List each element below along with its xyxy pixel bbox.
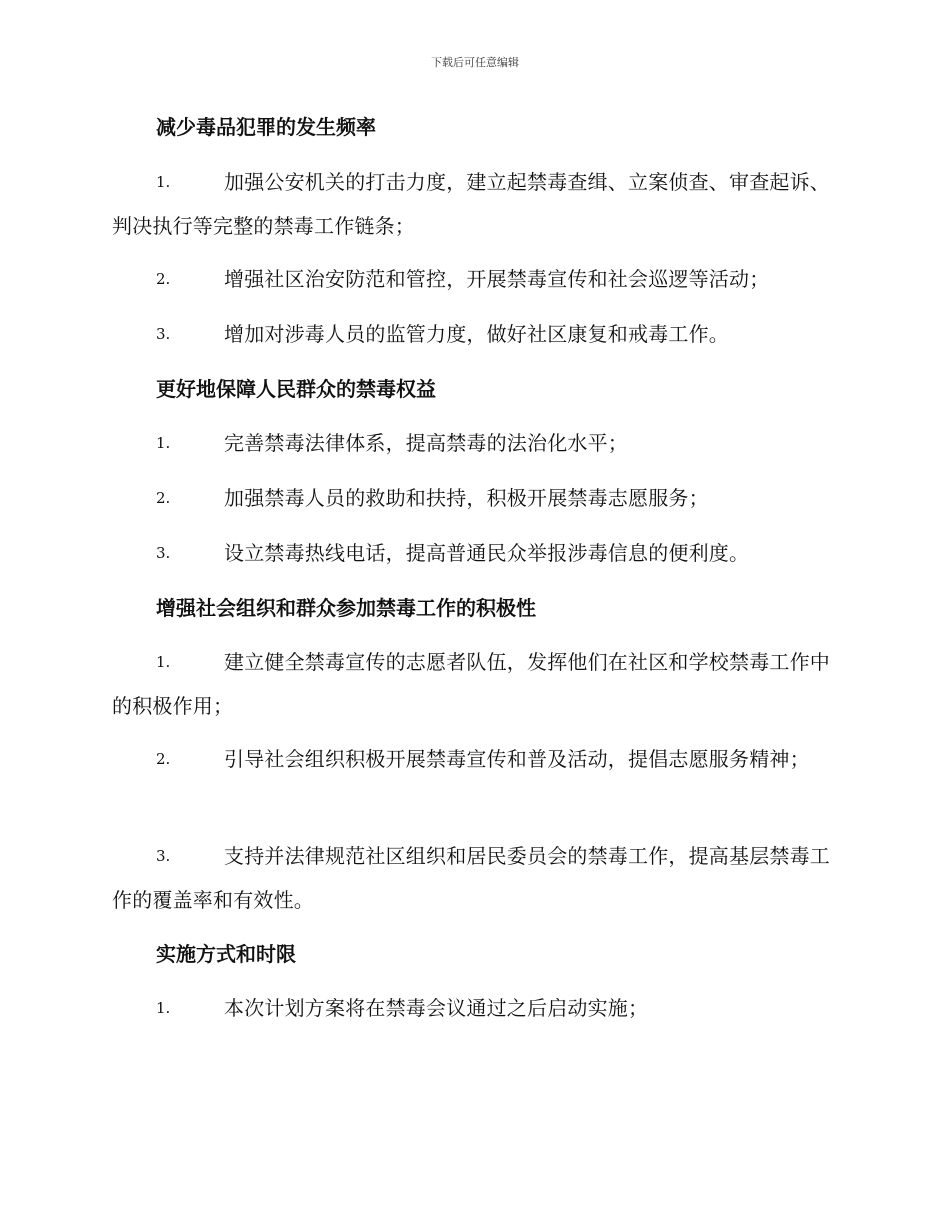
list-item-number: 1.: [156, 434, 171, 452]
list-item: [112, 986, 837, 1030]
list-item: [112, 834, 837, 922]
list-item: [112, 312, 837, 356]
list-item-number: 2.: [156, 270, 171, 288]
list-item-text: 增加对涉毒人员的监管力度，做好社区康复和戒毒工作。: [224, 322, 729, 346]
list-item-number: 1.: [156, 999, 171, 1017]
list-item: [112, 640, 837, 728]
list-item-text: 本次计划方案将在禁毒会议通过之后启动实施；: [224, 996, 649, 1020]
list-item-number: 1.: [156, 653, 171, 671]
section-heading: 减少毒品犯罪的发生频率: [156, 115, 376, 139]
section-heading: 更好地保障人民群众的禁毒权益: [156, 377, 436, 401]
list-item-text: 支持并法律规范社区组织和居民委员会的禁毒工作，提高基层禁毒工作的覆盖率和有效性。: [112, 844, 830, 912]
list-item: [112, 160, 837, 248]
list-item-number: 3.: [156, 544, 171, 562]
list-item-number: 2.: [156, 750, 171, 768]
list-item-number: 3.: [156, 847, 171, 865]
list-item: [112, 737, 837, 781]
list-item: [112, 421, 837, 465]
section-heading: 实施方式和时限: [156, 942, 296, 966]
list-item: [112, 257, 837, 301]
list-item: [112, 531, 837, 575]
list-item-text: 增强社区治安防范和管控，开展禁毒宣传和社会巡逻等活动；: [224, 267, 770, 291]
section-heading: 增强社会组织和群众参加禁毒工作的积极性: [156, 596, 536, 620]
list-item-number: 3.: [156, 325, 171, 343]
list-item-text: 设立禁毒热线电话，提高普通民众举报涉毒信息的便利度。: [224, 541, 750, 565]
list-item-text: 建立健全禁毒宣传的志愿者队伍，发挥他们在社区和学校禁毒工作中的积极作用；: [112, 650, 830, 718]
list-item-number: 2.: [156, 489, 171, 507]
list-item-text: 加强公安机关的打击力度，建立起禁毒查缉、立案侦查、审查起诉、判决执行等完整的禁毒工作链条；: [112, 170, 830, 238]
page-header: 下载后可任意编辑: [431, 56, 519, 69]
list-item-number: 1.: [156, 173, 171, 191]
list-item-text: 引导社会组织积极开展禁毒宣传和普及活动，提倡志愿服务精神；: [224, 747, 810, 771]
list-item-text: 完善禁毒法律体系，提高禁毒的法治化水平；: [224, 431, 628, 455]
list-item-text: 加强禁毒人员的救助和扶持，积极开展禁毒志愿服务；: [224, 486, 709, 510]
list-item: [112, 476, 837, 520]
